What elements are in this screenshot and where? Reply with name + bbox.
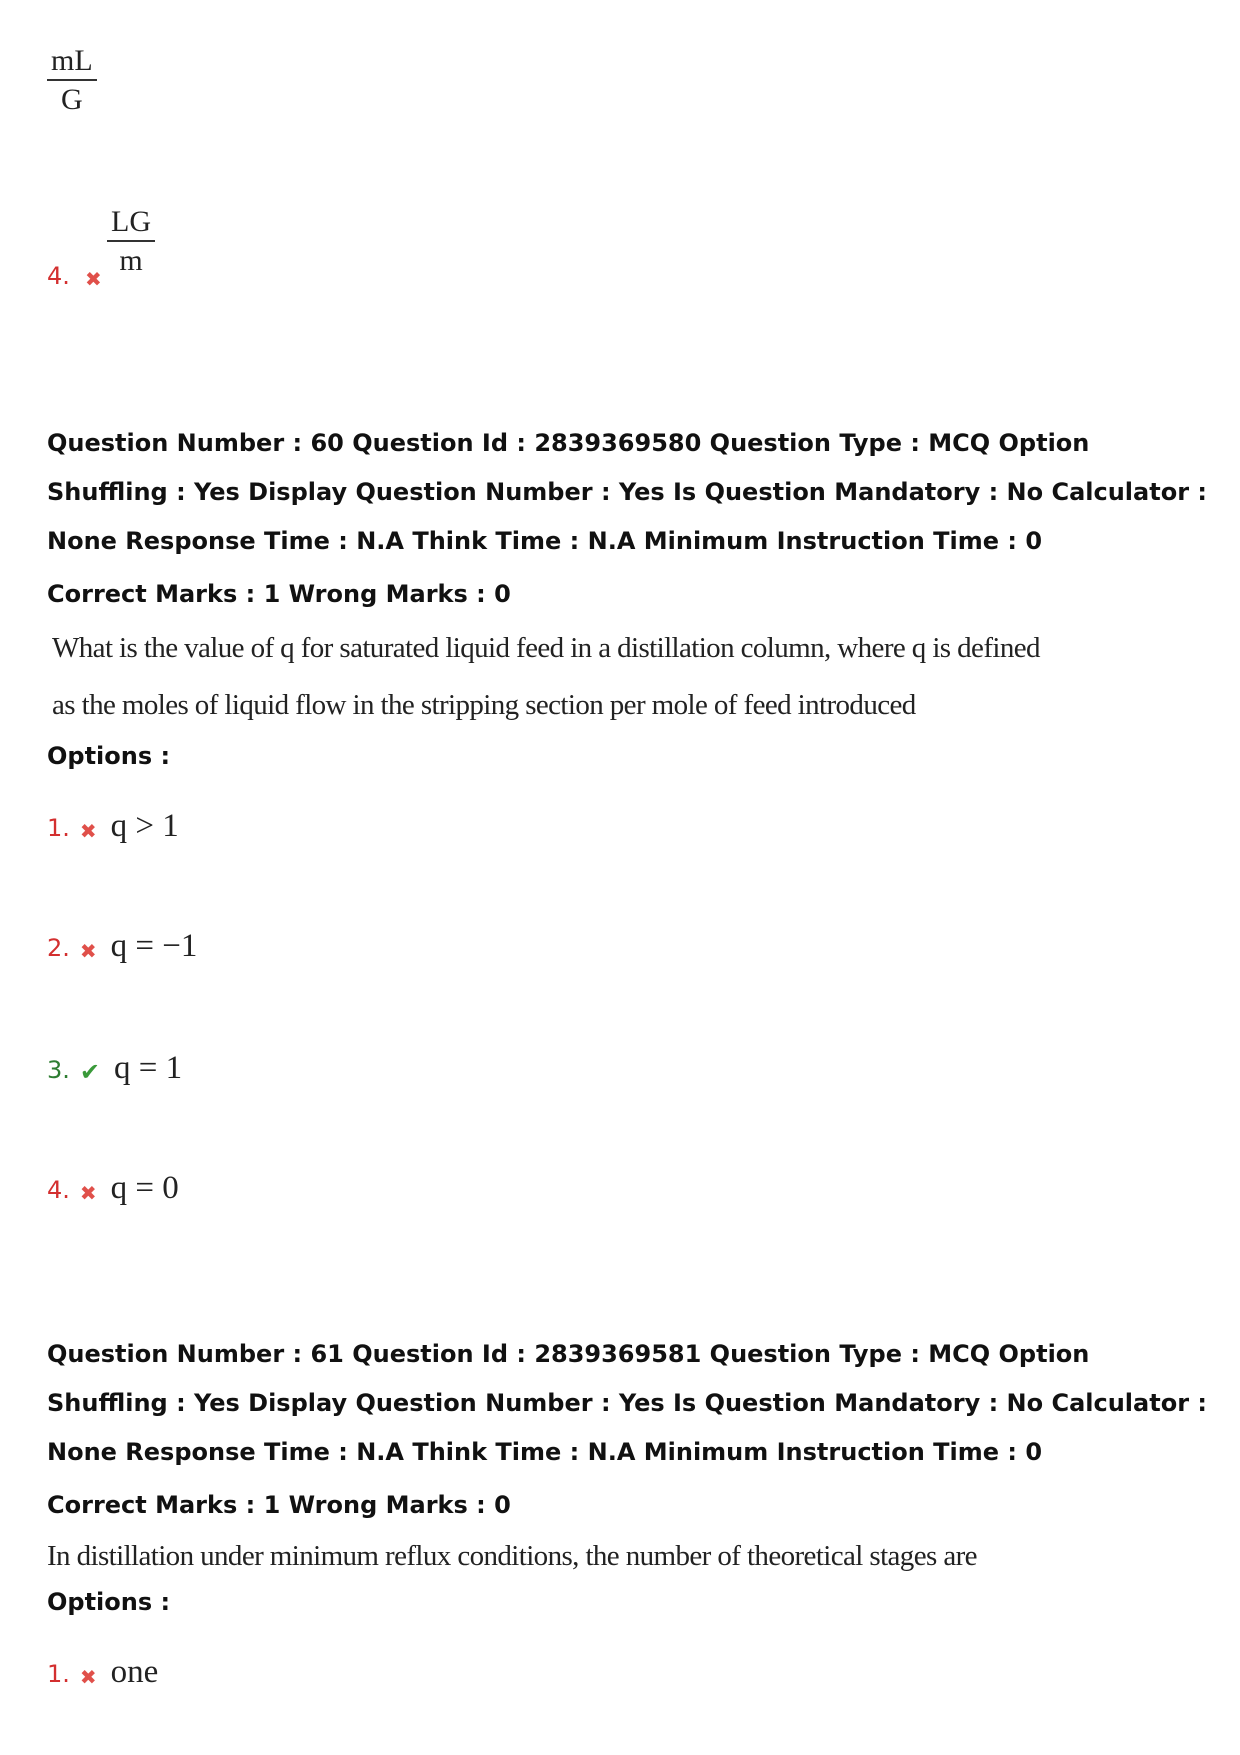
option-number: 2. [47, 934, 70, 962]
q60-option-2 [47, 928, 197, 965]
option-text: one [110, 1654, 159, 1690]
fraction-denominator: m [119, 244, 143, 277]
question-61-marks: Correct Marks : 1 Wrong Marks : 0 [47, 1491, 511, 1519]
question-60-meta: Question Number : 60 Question Id : 2839369580 Question Type : MCQ Option Shuffling : Yes Display Question Number : Yes Is Question Mandatory : No Calculator : None Response Time : N.A Think Time : N.A Minimum Instruction Time : 0 [47, 429, 1207, 555]
prev-option-4-fraction [107, 205, 155, 277]
fraction-denominator: G [61, 83, 83, 116]
question-text-line: In distillation under minimum reflux conditions, the number of theoretical stages are [47, 1540, 977, 1572]
option-number: 4. [47, 1176, 70, 1204]
check-icon: ✔ [79, 1058, 101, 1086]
option-number: 3. [47, 1056, 70, 1084]
options-label: Options : [47, 742, 171, 770]
option-number: 1. [47, 814, 70, 842]
option-number: 4. [47, 262, 70, 290]
question-60-text [52, 620, 1152, 734]
option-text: q = 0 [110, 1170, 179, 1206]
cross-icon: ✖ [79, 1665, 97, 1689]
question-61-text [47, 1528, 1147, 1585]
question-60-marks: Correct Marks : 1 Wrong Marks : 0 [47, 580, 511, 608]
option-number: 1. [47, 1660, 70, 1688]
option-text: q > 1 [110, 808, 179, 844]
q60-option-3 [47, 1050, 182, 1087]
question-61-meta: Question Number : 61 Question Id : 2839369581 Question Type : MCQ Option Shuffling : Yes Display Question Number : Yes Is Question Mandatory : No Calculator : None Response Time : N.A Think Time : N.A Minimum Instruction Time : 0 [47, 1340, 1207, 1466]
q60-option-4 [47, 1170, 179, 1207]
fraction-numerator: mL [47, 44, 97, 81]
q61-option-1 [47, 1654, 158, 1691]
cross-icon: ✖ [85, 267, 102, 291]
option-text: q = 1 [114, 1050, 183, 1086]
options-label: Options : [47, 1588, 171, 1616]
question-text-line: What is the value of q for saturated liquid feed in a distillation column, where q is defined [52, 632, 1040, 664]
fraction-numerator: LG [107, 205, 155, 242]
prev-option-3-fraction [47, 44, 97, 116]
q60-option-1 [47, 808, 179, 845]
cross-icon: ✖ [79, 819, 97, 843]
cross-icon: ✖ [79, 939, 97, 963]
option-text: q = −1 [110, 928, 198, 964]
prev-option-4 [47, 262, 102, 290]
question-text-line: as the moles of liquid flow in the stripping section per mole of feed introduced [52, 689, 916, 721]
cross-icon: ✖ [79, 1181, 97, 1205]
